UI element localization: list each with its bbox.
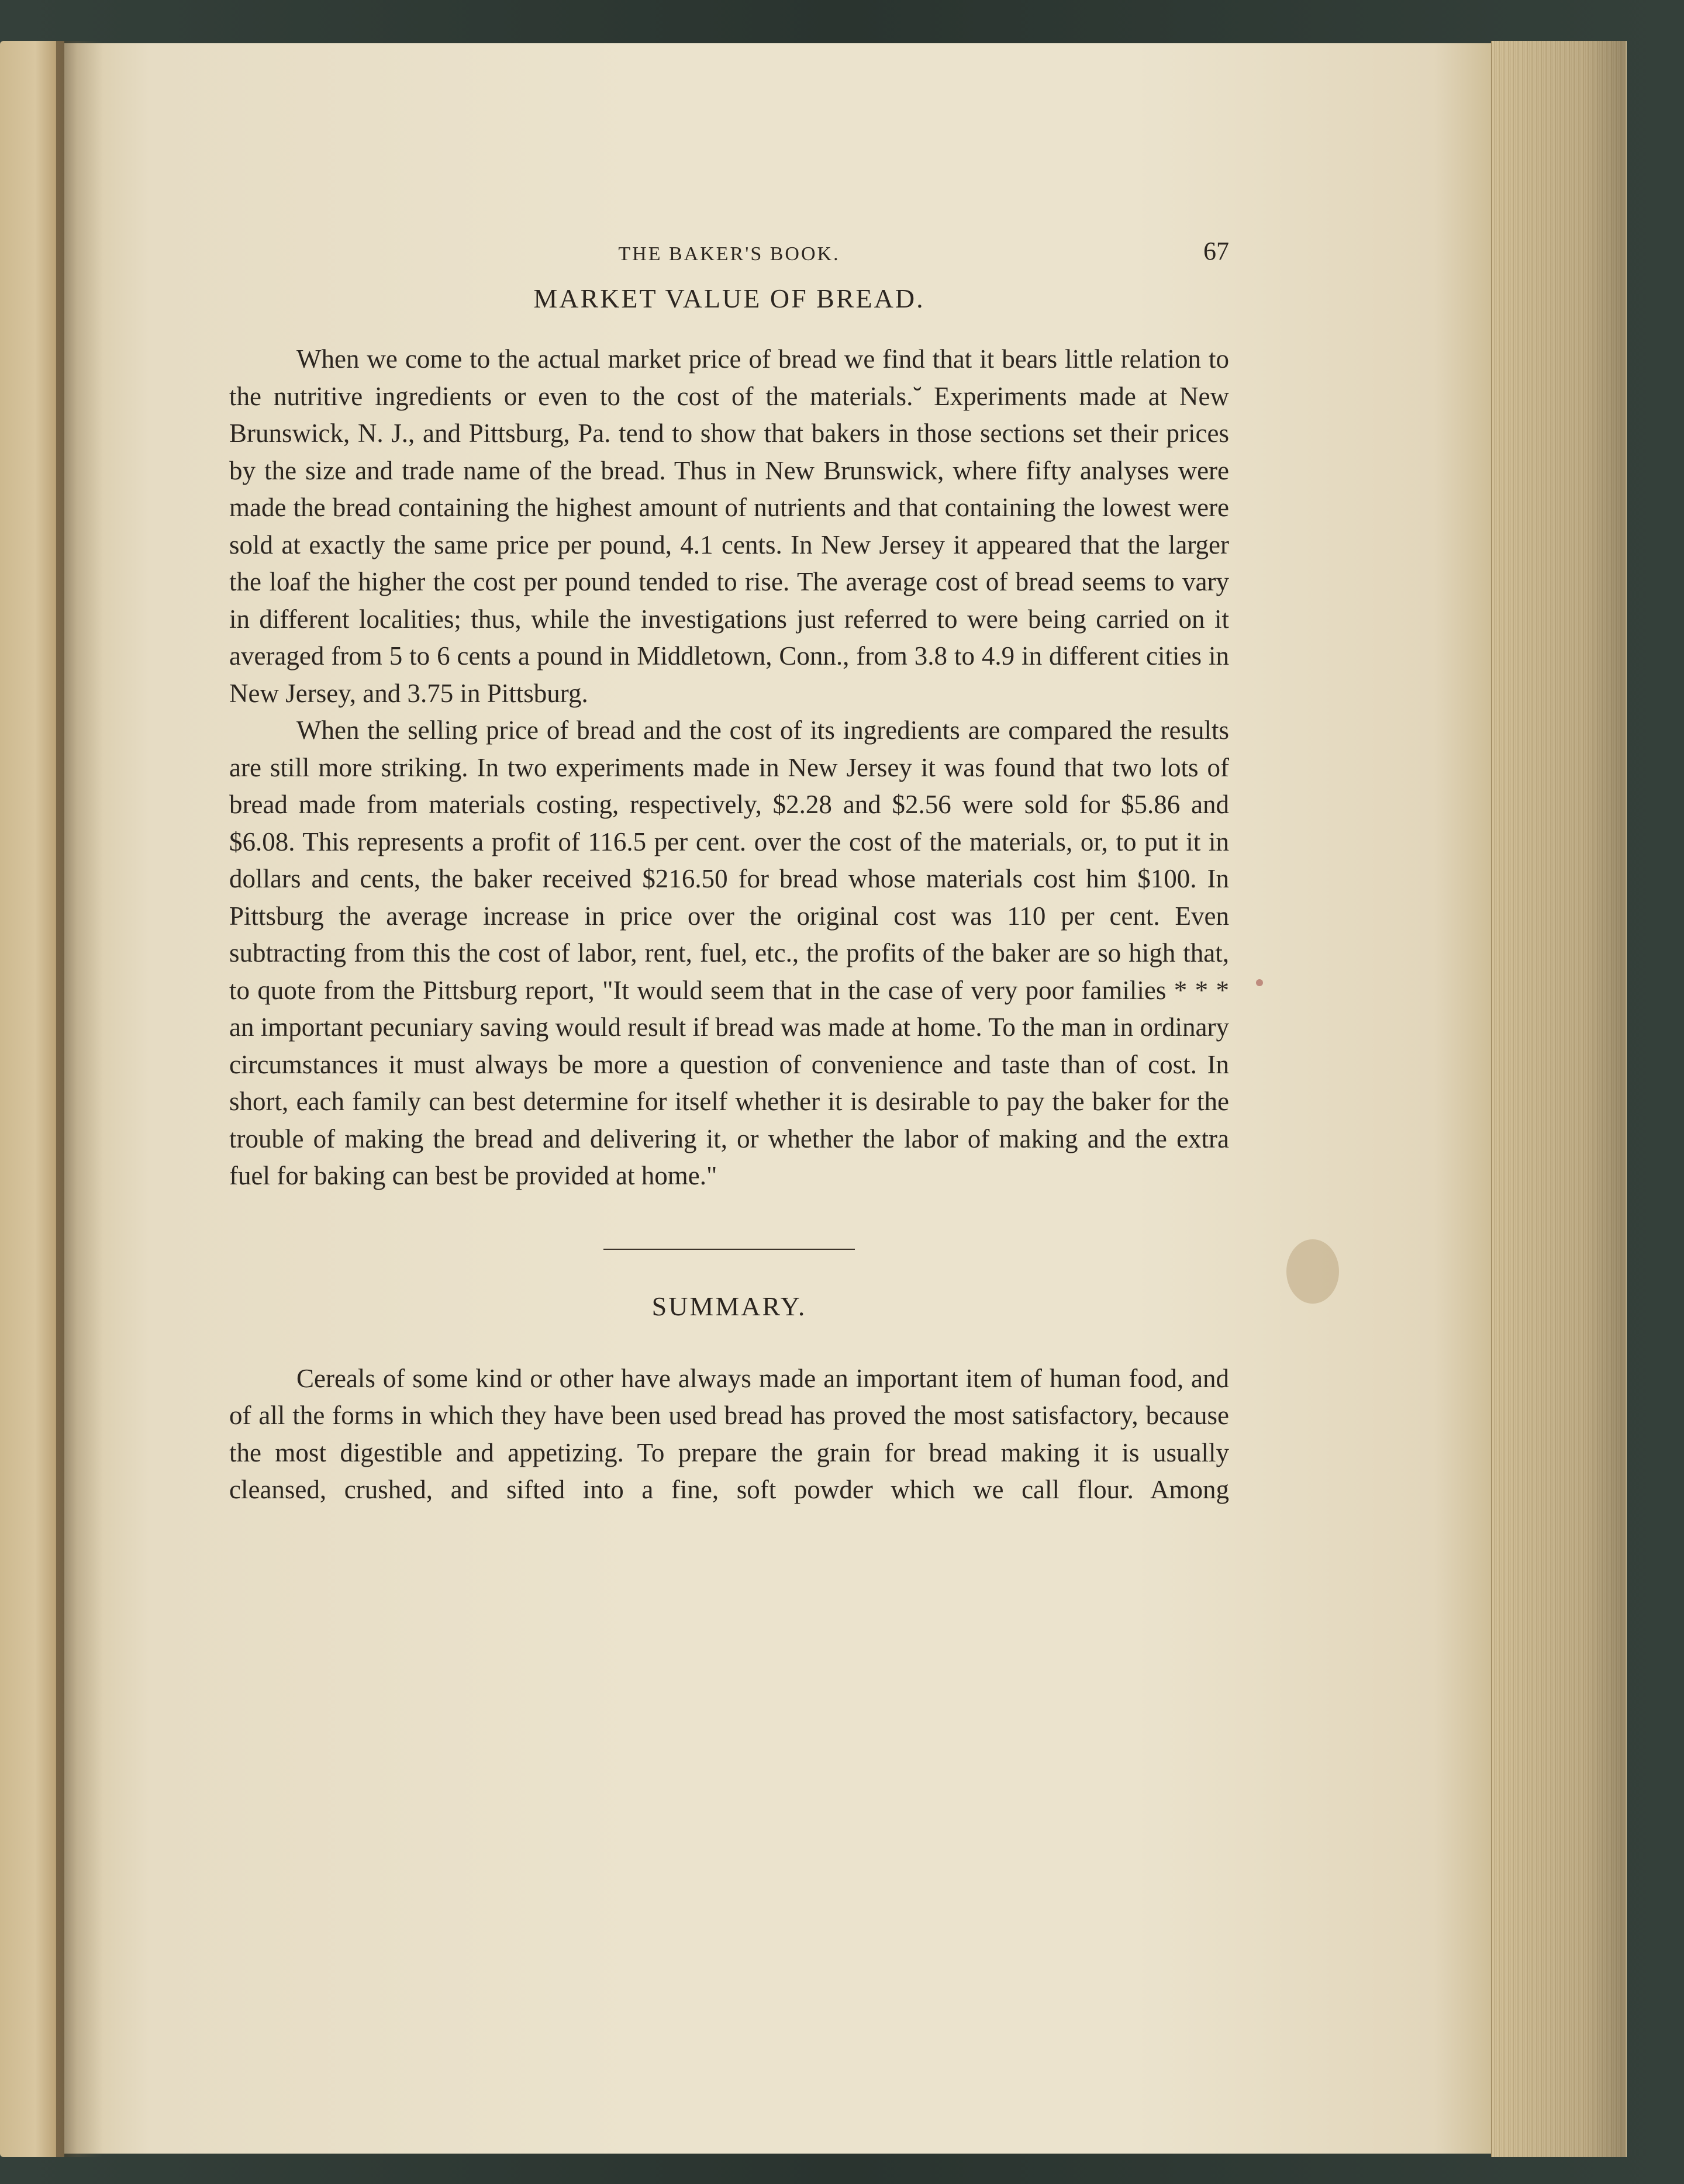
paragraph: Cereals of some kind or other have always made an important item of human food, and of all the forms in which they have been used bread has proved the most satisfactory, because the most digestible and appetizing. To prepare the grain for bread making it is usually cleansed, crushed, and sifted into a fine, soft powder which we call flour. Among [229, 1363, 1229, 1504]
paper-stain [1286, 1239, 1339, 1304]
running-title: THE BAKER'S BOOK. [618, 243, 840, 265]
section-divider [603, 1249, 855, 1250]
section-heading-summary: SUMMARY. [651, 1291, 807, 1321]
paragraph: When we come to the actual market price of bread we find that it bears little relation to the nutritive ingredients or even to the cost of the materials.˘ Experiments made at New Brunswick, N. J., and Pittsburg, Pa. tend to show that bakers in those sections set their prices by the size and trade name of the bread. Thus in New Brunswick, where fifty analyses were made the bread containing the highest amount of nutrients and that containing the lowest were sold at exactly the same price per pound, 4.1 cents. In New Jersey it appeared that the larger the loaf the higher the cost per pound tended to rise. The average cost of bread seems to vary in different localities; thus, while the investigations just referred to were being carried on it averaged from 5 to 6 cents a pound in Middletown, Conn., from 3.8 to 4.9 in different cities in New Jersey, and 3.75 in Pittsburg. [229, 344, 1229, 708]
section-heading-market-value: MARKET VALUE OF BREAD. [533, 284, 925, 313]
page-number: 67 [1203, 237, 1229, 265]
page-content [229, 234, 1229, 1509]
left-facing-page-edge [0, 41, 64, 2157]
running-head [229, 234, 1229, 275]
paper-stain [1256, 979, 1263, 986]
page-edges-shade [1491, 41, 1626, 2157]
paragraph: When the selling price of bread and the cost of its ingredients are compared the results are still more striking. In two experiments made in New Jersey it was found that two lots of bread made from materials costing, respectively, $2.28 and $2.56 were sold for $5.86 and $6.08. This represents a profit of 116.5 per cent. over the cost of the materials, or, to put it in dollars and cents, the baker received $216.50 for bread whose materials cost him $100. In Pittsburg the average increase in price over the original cost was 110 per cent. Even subtracting from this the cost of labor, rent, fuel, etc., the profits of the baker are so high that, to quote from the Pittsburg report, "It would seem that in the case of very poor families * * * an important pecuniary saving would result if bread was made at home. To the man in ordinary circumstances it must always be more a question of convenience and taste than of cost. In short, each family can best determine for itself whether it is desirable to pay the baker for the trouble of making the bread and delivering it, or whether the labor of making and the extra fuel for baking can best be provided at home." [229, 716, 1229, 1190]
gutter-shadow [56, 41, 103, 2157]
